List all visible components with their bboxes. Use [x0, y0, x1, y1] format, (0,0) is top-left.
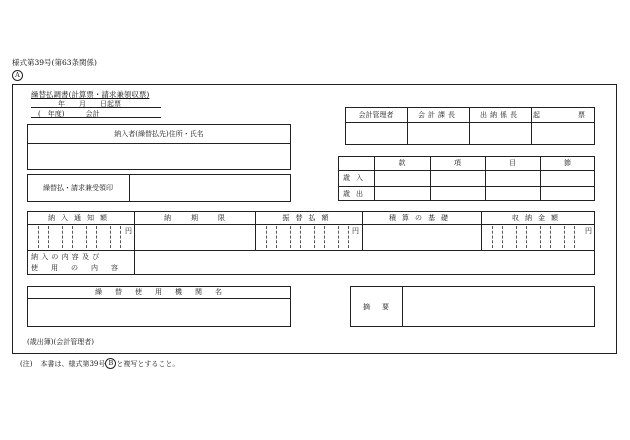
budget-header-moku: 目: [509, 159, 516, 167]
calculation-basis-field[interactable]: [363, 225, 480, 249]
seal-label: 繰替払・請求兼受領印: [43, 184, 113, 192]
yen-unit-notice: 円: [125, 227, 132, 235]
budget-row-expenditure: 歳出: [343, 189, 369, 198]
remarks-field[interactable]: [403, 287, 594, 326]
form-reference: 様式第39号(第63条関係): [12, 58, 97, 67]
header-received-amount: 収納金額: [512, 213, 564, 222]
copy-mark-b: B: [105, 358, 116, 369]
approval-header-cashier-chief: 出納係長: [480, 110, 520, 119]
approval-header-drafter: 起票: [533, 110, 623, 119]
usage-content-field[interactable]: [135, 251, 594, 274]
notice-amount-field[interactable]: [28, 225, 133, 249]
agency-label: 繰替使用機関名: [95, 288, 235, 296]
form-title: 繰替払調書(計算票・請求兼領収票): [31, 90, 150, 99]
header-due-date: 納期限: [164, 213, 245, 222]
footnote-text-post: と複写とすること。: [116, 359, 180, 368]
approval-seal-accounting-manager[interactable]: [346, 123, 406, 144]
approval-seal-drafter[interactable]: [532, 123, 594, 144]
usage-label-line1: 納入の内容及び: [31, 253, 103, 261]
due-date-field[interactable]: [135, 225, 254, 249]
budget-row-revenue: 歳入: [343, 174, 369, 182]
header-calculation-basis: 積算の基礎: [389, 213, 454, 222]
fiscal-year-line: ( 年度) 会計: [38, 110, 100, 118]
ledger-label: (歳出簿)(会計管理者): [27, 338, 94, 346]
agency-field[interactable]: [28, 299, 290, 326]
header-transfer-amount: 振替払額: [282, 213, 335, 222]
footnote-text-pre: 本書は、様式第39号: [40, 359, 106, 368]
budget-header-setsu: 節: [564, 159, 571, 167]
approval-header-section-chief: 会計課長: [418, 110, 458, 119]
usage-label-line2: 使用の内容: [31, 264, 131, 272]
yen-unit-received: 円: [585, 227, 592, 235]
date-line: 年 月 日起票: [58, 100, 121, 108]
approval-header-accounting-manager: 会計管理者: [358, 110, 394, 119]
footnote-label: (注): [20, 359, 33, 368]
payer-label: 納入者(繰替払先)住所・氏名: [114, 129, 204, 138]
footnote: [20, 358, 179, 369]
budget-header-kou: 項: [454, 159, 461, 167]
approval-seal-cashier-chief[interactable]: [470, 123, 530, 144]
seal-field[interactable]: [130, 175, 290, 201]
approval-seal-section-chief[interactable]: [408, 123, 468, 144]
budget-header-kan: 款: [398, 159, 406, 167]
payer-field[interactable]: [28, 144, 290, 169]
yen-unit-transfer: 円: [352, 227, 359, 235]
header-notice-amount: 納入通知額: [48, 213, 113, 222]
remarks-label: 摘要: [363, 302, 401, 311]
copy-mark-a: A: [12, 70, 23, 81]
received-amount-field[interactable]: [482, 225, 594, 249]
transfer-amount-field[interactable]: [256, 225, 361, 249]
